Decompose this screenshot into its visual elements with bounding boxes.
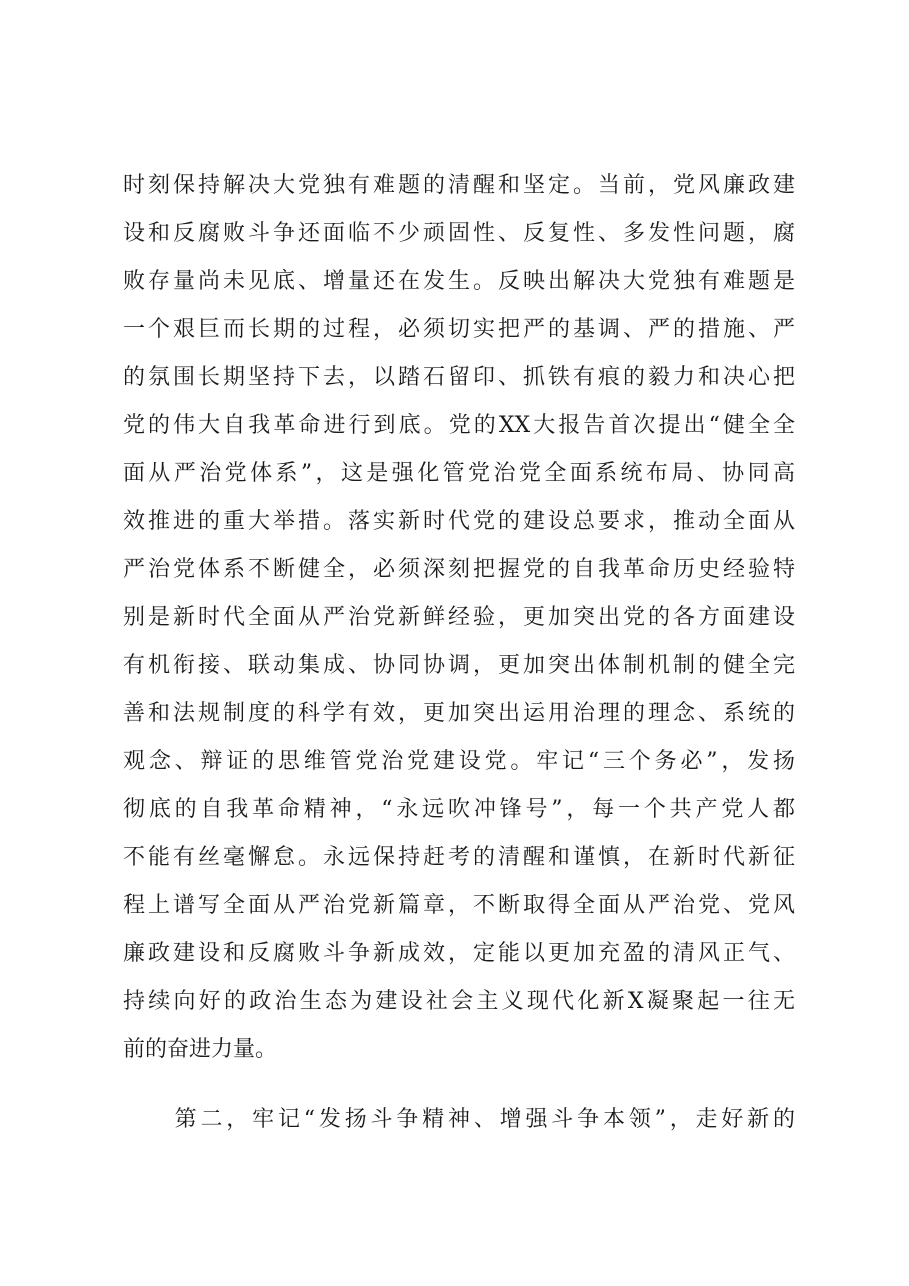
text-line: 不能有丝毫懈怠。永远保持赶考的清醒和谨慎，在新时代新征	[123, 845, 795, 870]
text-line: 廉政建设和反腐败斗争新成效，定能以更加充盈的清风正气、	[123, 941, 795, 966]
text-line: 一个艰巨而长期的过程，必须切实把严的基调、严的措施、严	[123, 317, 795, 342]
text-line: 的氛围长期坚持下去，以踏石留印、抓铁有痕的毅力和决心把	[123, 365, 795, 390]
text-line: 别是新时代全面从严治党新鲜经验，更加突出党的各方面建设	[123, 605, 795, 630]
text-line: 有机衔接、联动集成、协同协调，更加突出体制机制的健全完	[123, 653, 795, 678]
text-line: 严治党体系不断健全，必须深刻把握党的自我革命历史经验特	[123, 557, 795, 582]
paragraph-2	[123, 1096, 795, 1144]
text-line: 第二，牢记“发扬斗争精神、增强斗争本领”，走好新的	[123, 1107, 795, 1132]
paragraph-1	[123, 162, 795, 1074]
text-line: 败存量尚未见底、增量还在发生。反映出解决大党独有难题是	[123, 269, 795, 294]
paragraph-gap	[123, 1074, 795, 1096]
text-line: 面从严治党体系”，这是强化管党治党全面系统布局、协同高	[123, 461, 795, 486]
text-line: 观念、辩证的思维管党治党建设党。牢记“三个务必”，发扬	[123, 749, 795, 774]
text-line: 党的伟大自我革命进行到底。党的XX大报告首次提出“健全全	[123, 413, 795, 438]
document-body	[123, 162, 795, 1144]
text-line: 时刻保持解决大党独有难题的清醒和坚定。当前，党风廉政建	[123, 173, 795, 198]
text-line: 程上谱写全面从严治党新篇章，不断取得全面从严治党、党风	[123, 893, 795, 918]
text-line: 设和反腐败斗争还面临不少顽固性、反复性、多发性问题，腐	[123, 221, 795, 246]
text-line: 前的奋进力量。	[123, 1037, 278, 1062]
text-line: 善和法规制度的科学有效，更加突出运用治理的理念、系统的	[123, 701, 795, 726]
text-line: 彻底的自我革命精神，“永远吹冲锋号”，每一个共产党人都	[123, 797, 795, 822]
text-line: 持续向好的政治生态为建设社会主义现代化新X凝聚起一往无	[123, 989, 795, 1014]
text-line: 效推进的重大举措。落实新时代党的建设总要求，推动全面从	[123, 509, 795, 534]
